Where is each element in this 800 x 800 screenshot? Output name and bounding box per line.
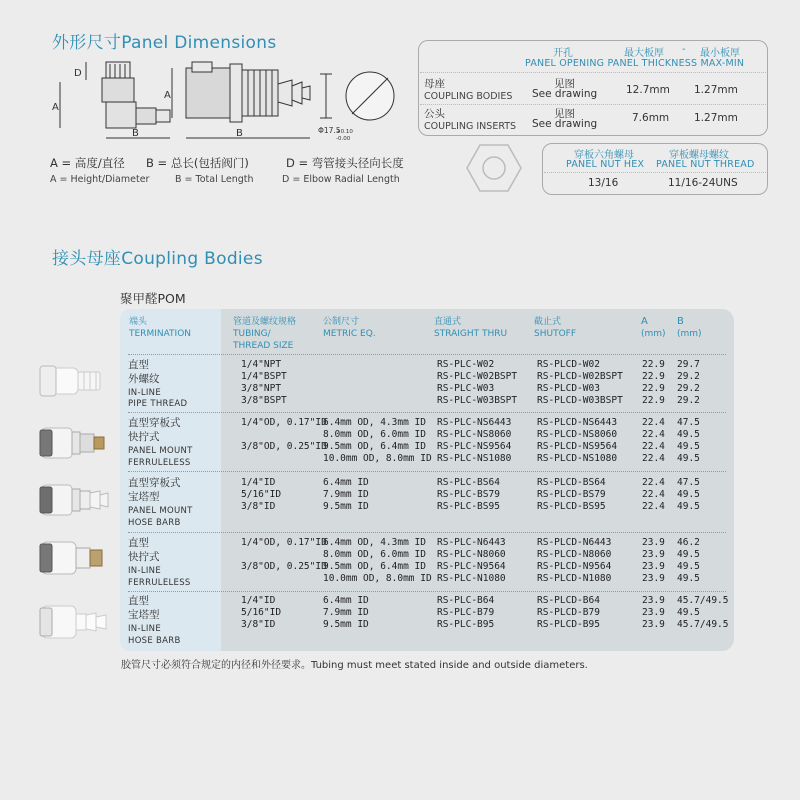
table-cell: RS-PLC-NS9564: [437, 441, 512, 452]
thumb-inline-ferruleless: [36, 534, 106, 582]
table-cell: 9.5mm ID: [323, 501, 369, 512]
spec-row1-en: COUPLING BODIES: [424, 91, 513, 102]
nut-divider: [544, 172, 766, 173]
coupling-bodies-title: 接头母座Coupling Bodies: [52, 249, 263, 269]
table-cell: 6.4mm OD, 4.3mm ID: [323, 417, 426, 428]
header-tube-en2: THREAD SIZE: [233, 341, 294, 351]
group1-term-cn-1: 直型: [128, 359, 149, 371]
table-cell: 3/8"BSPT: [241, 395, 287, 406]
table-cell: RS-PLCD-NS1080: [537, 453, 618, 464]
table-cell: RS-PLCD-W03BSPT: [537, 395, 623, 406]
table-cell: 9.5mm OD, 6.4mm ID: [323, 561, 426, 572]
table-cell: RS-PLC-BS64: [437, 477, 500, 488]
table-cell: RS-PLCD-W02BSPT: [537, 371, 623, 382]
group3-term-cn-2: 宝塔型: [128, 491, 160, 503]
table-cell: RS-PLCD-NS8060: [537, 429, 618, 440]
legend-b-en: B = Total Length: [175, 174, 254, 185]
table-cell: RS-PLCD-NS6443: [537, 417, 618, 428]
table-cell: RS-PLC-N1080: [437, 573, 506, 584]
table-cell: 46.2: [677, 537, 700, 548]
spec-row2-drawing-en: See drawing: [532, 118, 598, 130]
table-cell: 29.7: [677, 359, 700, 370]
table-cell: RS-PLC-B79: [437, 607, 495, 618]
table-cell: 49.5: [677, 501, 700, 512]
spec-divider-2: [420, 104, 766, 105]
group-separator-1: [128, 354, 726, 355]
group1-term-cn-2: 外螺纹: [128, 373, 160, 385]
table-cell: 1/4"ID: [241, 595, 276, 606]
table-cell: 22.4: [642, 417, 665, 428]
table-cell: 23.9: [642, 561, 665, 572]
table-cell: 7.9mm ID: [323, 489, 369, 500]
table-cell: 8.0mm OD, 6.0mm ID: [323, 429, 426, 440]
table-cell: 23.9: [642, 595, 665, 606]
panel-dimensions-title: 外形尺寸Panel Dimensions: [52, 33, 277, 53]
dim-b-label-2: B: [236, 128, 243, 139]
table-cell: 9.5mm OD, 6.4mm ID: [323, 441, 426, 452]
thumb-inline-hose-barb: [36, 598, 112, 648]
header-b-unit: (mm): [677, 329, 702, 339]
spec-row1-drawing-en: See drawing: [532, 88, 598, 100]
table-cell: RS-PLC-W02BSPT: [437, 371, 518, 382]
table-cell: RS-PLCD-BS64: [537, 477, 606, 488]
table-cell: RS-PLCD-W02: [537, 359, 600, 370]
spec-header-en: PANEL OPENING PANEL THICKNESS MAX-MIN: [525, 58, 745, 69]
group2-term-en-2: FERRULELESS: [128, 458, 191, 468]
header-straight-cn: 直通式: [434, 317, 462, 327]
table-cell: 47.5: [677, 417, 700, 428]
group-separator-3: [128, 471, 726, 472]
table-cell: 47.5: [677, 477, 700, 488]
table-cell: 49.5: [677, 453, 700, 464]
nut-hex-en: PANEL NUT HEX: [566, 159, 645, 170]
table-cell: 8.0mm OD, 6.0mm ID: [323, 549, 426, 560]
legend-d-en: D = Elbow Radial Length: [282, 174, 400, 185]
table-cell: 5/16"ID: [241, 607, 282, 618]
table-cell: RS-PLC-NS1080: [437, 453, 512, 464]
table-cell: 29.2: [677, 383, 700, 394]
tubing-note: 胶管尺寸必须符合规定的内径和外径要求。Tubing must meet stated inside and outside diameters.: [121, 660, 588, 671]
table-cell: RS-PLC-B95: [437, 619, 495, 630]
thumb-panel-mount-hose-barb: [36, 475, 112, 525]
table-cell: 5/16"ID: [241, 489, 282, 500]
table-cell: RS-PLC-W03: [437, 383, 495, 394]
table-cell: RS-PLCD-B64: [537, 595, 600, 606]
table-cell: 45.7/49.5: [677, 619, 729, 630]
material-label: 聚甲醛POM: [120, 291, 186, 306]
group3-term-cn-1: 直型穿板式: [128, 477, 181, 489]
table-cell: 3/8"ID: [241, 619, 276, 630]
nut-thread-value: 11/16-24UNS: [668, 177, 738, 189]
table-cell: 6.4mm OD, 4.3mm ID: [323, 537, 426, 548]
header-a: A: [641, 316, 648, 327]
table-cell: 1/4"BSPT: [241, 371, 287, 382]
table-cell: RS-PLC-NS6443: [437, 417, 512, 428]
table-cell: 23.9: [642, 607, 665, 618]
table-cell: RS-PLCD-N1080: [537, 573, 612, 584]
group5-term-en-2: HOSE BARB: [128, 636, 181, 646]
table-cell: RS-PLC-W03BSPT: [437, 395, 518, 406]
table-cell: 29.2: [677, 371, 700, 382]
group4-term-en-1: IN-LINE: [128, 566, 162, 576]
table-cell: RS-PLC-B64: [437, 595, 495, 606]
table-cell: 22.9: [642, 359, 665, 370]
table-cell: RS-PLCD-W03: [537, 383, 600, 394]
spec-row2-en: COUPLING INSERTS: [424, 121, 517, 132]
table-cell: RS-PLCD-N6443: [537, 537, 612, 548]
table-cell: 6.4mm ID: [323, 477, 369, 488]
group-separator-2: [128, 412, 726, 413]
spec-row1-max: 12.7mm: [626, 84, 670, 96]
table-cell: 22.4: [642, 429, 665, 440]
spec-row1-cn: 母座: [424, 78, 445, 90]
table-cell: 22.4: [642, 477, 665, 488]
legend-d-cn: D = 弯管接头径向长度: [286, 156, 404, 170]
dim-tol-plus: +0.10: [336, 129, 353, 135]
group5-term-en-1: IN-LINE: [128, 624, 162, 634]
group5-term-cn-2: 宝塔型: [128, 609, 160, 621]
table-cell: 49.5: [677, 441, 700, 452]
group-separator-5: [128, 591, 726, 592]
spec-row2-min: 1.27mm: [694, 112, 738, 124]
table-cell: 10.0mm OD, 8.0mm ID: [323, 453, 432, 464]
spec-row1-drawing-cn: 见图: [554, 78, 575, 90]
table-cell: RS-PLC-N9564: [437, 561, 506, 572]
panel-mount-drawing: [186, 62, 310, 122]
table-cell: RS-PLCD-B79: [537, 607, 600, 618]
table-cell: 22.4: [642, 489, 665, 500]
header-a-unit: (mm): [641, 329, 666, 339]
table-cell: 23.9: [642, 573, 665, 584]
group3-term-en-1: PANEL MOUNT: [128, 506, 193, 516]
table-cell: 29.2: [677, 395, 700, 406]
spec-divider-1: [420, 72, 766, 73]
header-term-en: TERMINATION: [129, 329, 192, 339]
dim-phi-label: Φ17.5: [318, 126, 341, 135]
table-cell: 3/8"ID: [241, 501, 276, 512]
table-cell: 22.9: [642, 395, 665, 406]
header-shutoff-en: SHUTOFF: [534, 329, 577, 339]
hex-nut-icon: [466, 143, 522, 193]
group5-term-cn-1: 直型: [128, 595, 149, 607]
header-term-cn: 端头: [129, 317, 148, 327]
table-cell: 1/4"OD, 0.17"ID: [241, 537, 327, 548]
table-cell: 22.9: [642, 371, 665, 382]
group4-term-en-2: FERRULELESS: [128, 578, 191, 588]
table-cell: RS-PLCD-BS95: [537, 501, 606, 512]
table-cell: RS-PLC-BS95: [437, 501, 500, 512]
table-cell: RS-PLCD-NS9564: [537, 441, 618, 452]
table-cell: RS-PLC-N6443: [437, 537, 506, 548]
nut-thread-en: PANEL NUT THREAD: [656, 159, 755, 170]
spec-header-opening-cn: 开孔: [553, 48, 573, 59]
table-cell: 3/8"NPT: [241, 383, 282, 394]
table-cell: 22.4: [642, 441, 665, 452]
thumb-inline-pipe-thread: [38, 352, 104, 408]
table-cell: 49.5: [677, 573, 700, 584]
dim-b-label-1: B: [132, 128, 139, 139]
nut-hex-value: 13/16: [588, 177, 619, 189]
table-cell: 49.5: [677, 549, 700, 560]
table-cell: 23.9: [642, 537, 665, 548]
group3-term-en-2: HOSE BARB: [128, 518, 181, 528]
header-tube-en1: TUBING/: [233, 329, 271, 339]
spec-row2-max: 7.6mm: [632, 112, 670, 124]
header-tube-cn: 管道及螺纹规格: [233, 317, 297, 327]
table-cell: 6.4mm ID: [323, 595, 369, 606]
group-separator-4: [128, 532, 726, 533]
table-cell: RS-PLC-BS79: [437, 489, 500, 500]
table-cell: 1/4"NPT: [241, 359, 282, 370]
legend-b-cn: B = 总长(包括阀门): [146, 156, 249, 170]
spec-row2-cn: 公头: [424, 108, 445, 120]
spec-header-min-cn: 最小板厚: [700, 48, 740, 59]
table-cell: 45.7/49.5: [677, 595, 729, 606]
header-straight-en: STRAIGHT THRU: [434, 329, 508, 339]
table-cell: 9.5mm ID: [323, 619, 369, 630]
table-cell: 23.9: [642, 619, 665, 630]
table-cell: 22.9: [642, 383, 665, 394]
header-metric-cn: 公制尺寸: [323, 317, 360, 327]
table-cell: 3/8"OD, 0.25"ID: [241, 441, 327, 452]
group4-term-cn-1: 直型: [128, 537, 149, 549]
panel-opening-drawing: [320, 72, 394, 120]
table-cell: 22.4: [642, 501, 665, 512]
dimension-drawings: [40, 48, 420, 148]
group2-term-en-1: PANEL MOUNT: [128, 446, 193, 456]
spec-header-max-cn: 最大板厚: [624, 48, 664, 59]
legend-a-en: A = Height/Diameter: [50, 174, 150, 185]
table-cell: 22.4: [642, 453, 665, 464]
group1-term-en-1: IN-LINE: [128, 388, 162, 398]
table-cell: 49.5: [677, 561, 700, 572]
table-cell: 49.5: [677, 429, 700, 440]
header-metric-en: METRIC EQ.: [323, 329, 376, 339]
table-cell: 10.0mm OD, 8.0mm ID: [323, 573, 432, 584]
table-cell: 3/8"OD, 0.25"ID: [241, 561, 327, 572]
table-cell: 49.5: [677, 607, 700, 618]
table-cell: 49.5: [677, 489, 700, 500]
dim-a-label-2: A: [164, 90, 171, 101]
spec-header-dash: -: [682, 44, 686, 55]
table-cell: RS-PLCD-N9564: [537, 561, 612, 572]
table-cell: 1/4"OD, 0.17"ID: [241, 417, 327, 428]
dim-d-label: D: [74, 68, 82, 79]
dim-tol-minus: -0.00: [336, 136, 351, 142]
header-shutoff-cn: 截止式: [534, 317, 562, 327]
spec-row1-min: 1.27mm: [694, 84, 738, 96]
legend-a-cn: A = 高度/直径: [50, 156, 125, 170]
nut-thread-cn: 穿板螺母螺纹: [669, 150, 729, 161]
group4-term-cn-2: 快拧式: [128, 551, 160, 563]
table-cell: RS-PLCD-N8060: [537, 549, 612, 560]
table-cell: RS-PLCD-B95: [537, 619, 600, 630]
table-cell: 23.9: [642, 549, 665, 560]
table-cell: 7.9mm ID: [323, 607, 369, 618]
table-cell: RS-PLCD-BS79: [537, 489, 606, 500]
nut-hex-cn: 穿板六角螺母: [574, 150, 634, 161]
header-b: B: [677, 316, 684, 327]
spec-row2-drawing-cn: 见图: [554, 108, 575, 120]
elbow-drawing: [102, 62, 170, 128]
group2-term-cn-2: 快拧式: [128, 431, 160, 443]
table-cell: RS-PLC-N8060: [437, 549, 506, 560]
table-cell: 1/4"ID: [241, 477, 276, 488]
table-cell: RS-PLC-W02: [437, 359, 495, 370]
group2-term-cn-1: 直型穿板式: [128, 417, 181, 429]
group1-term-en-2: PIPE THREAD: [128, 399, 188, 409]
dim-a-label-1: A: [52, 102, 59, 113]
thumb-panel-mount-ferruleless: [36, 418, 108, 468]
table-cell: RS-PLC-NS8060: [437, 429, 512, 440]
